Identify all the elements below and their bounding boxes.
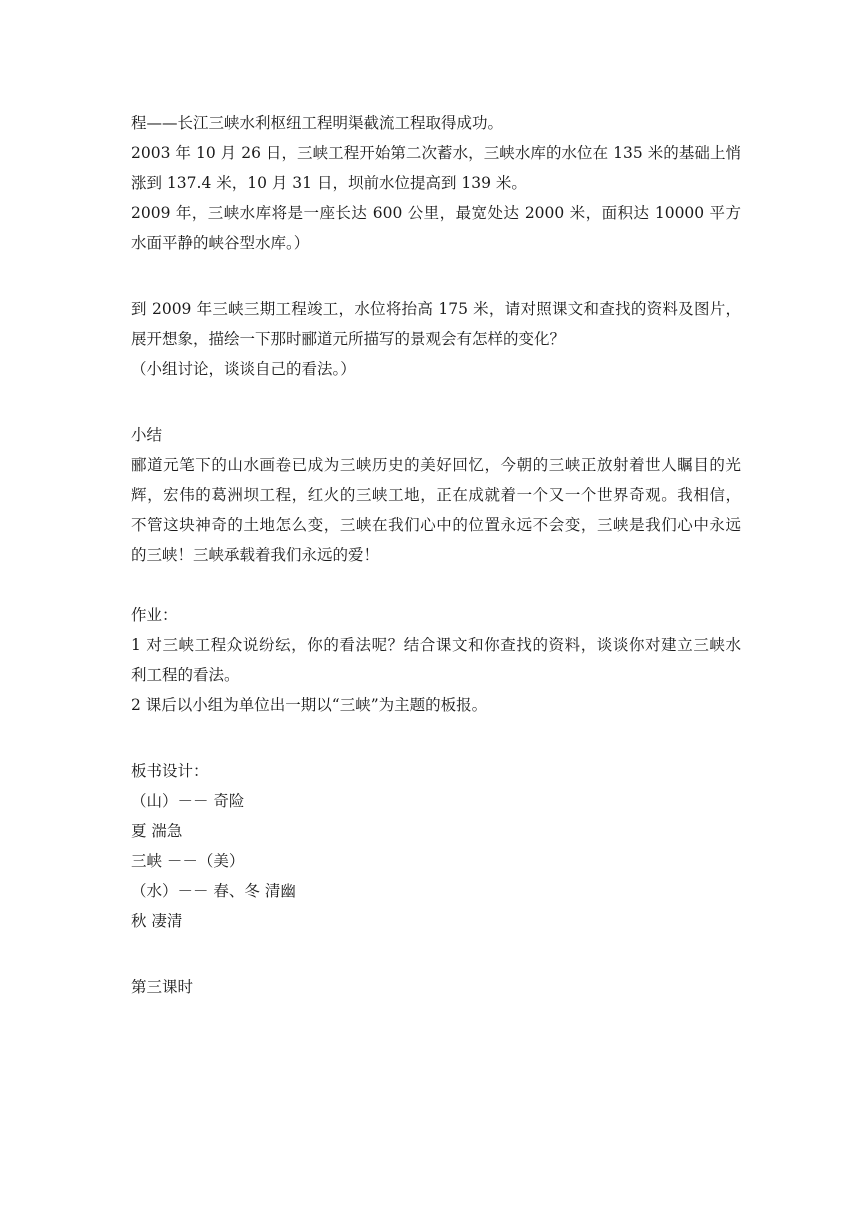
text-line: （水）－－ 春、冬 清幽 [131,882,296,900]
text-line: 辉，宏伟的葛洲坝工程，红火的三峡工地，正在成就着一个又一个世界奇观。我相信， [131,486,741,504]
summary-title: 小结 [131,426,163,444]
text-line: 程——长江三峡水利枢纽工程明渠截流工程取得成功。 [131,114,504,132]
summary-section [131,420,741,570]
text-line: 2009 年，三峡水库将是一座长达 600 公里，最宽处达 2000 米，面积达 10000 平方 [131,204,741,222]
spacer [131,720,741,756]
text-line: 不管这块神奇的土地怎么变，三峡在我们心中的位置永远不会变，三峡是我们心中永远 [131,516,741,534]
text-line: 1 对三峡工程众说纷纭，你的看法呢？结合课文和你查找的资料，谈谈你对建立三峡水 [131,636,741,654]
homework-section [131,600,741,720]
text-line: 秋 凄清 [131,912,183,930]
spacer [131,570,741,600]
text-line: 郦道元笔下的山水画卷已成为三峡历史的美好回忆，今朝的三峡正放射着世人瞩目的光 [131,456,741,474]
text-line: （山）－－ 奇险 [131,792,245,810]
text-line: 三峡 －－（美） [131,852,245,870]
next-lesson-title: 第三课时 [131,978,194,996]
background-paragraph [131,108,741,258]
document-page [131,108,741,1002]
board-design-section [131,756,741,936]
text-line: 的三峡！三峡承载着我们永远的爱！ [131,546,380,564]
homework-title: 作业： [131,606,178,624]
text-line: 2003 年 10 月 26 日，三峡工程开始第二次蓄水，三峡水库的水位在 135 米的基础上悄 [131,144,741,162]
text-line: 展开想象，描绘一下那时郦道元所描写的景观会有怎样的变化？ [131,330,566,348]
text-line: 利工程的看法。 [131,666,240,684]
board-title: 板书设计： [131,762,209,780]
text-line: 2 课后以小组为单位出一期以“三峡”为主题的板报。 [131,696,488,714]
spacer [131,936,741,972]
text-line: 水面平静的峡谷型水库。） [131,234,310,252]
spacer [131,384,741,420]
text-line: 到 2009 年三峡三期工程竣工，水位将抬高 175 米，请对照课文和查找的资料及图片， [131,300,741,318]
text-line: （小组讨论，谈谈自己的看法。） [131,360,356,378]
spacer [131,258,741,294]
discussion-paragraph [131,294,741,384]
text-line: 涨到 137.4 米，10 月 31 日，坝前水位提高到 139 米。 [131,174,527,192]
text-line: 夏 湍急 [131,822,183,840]
